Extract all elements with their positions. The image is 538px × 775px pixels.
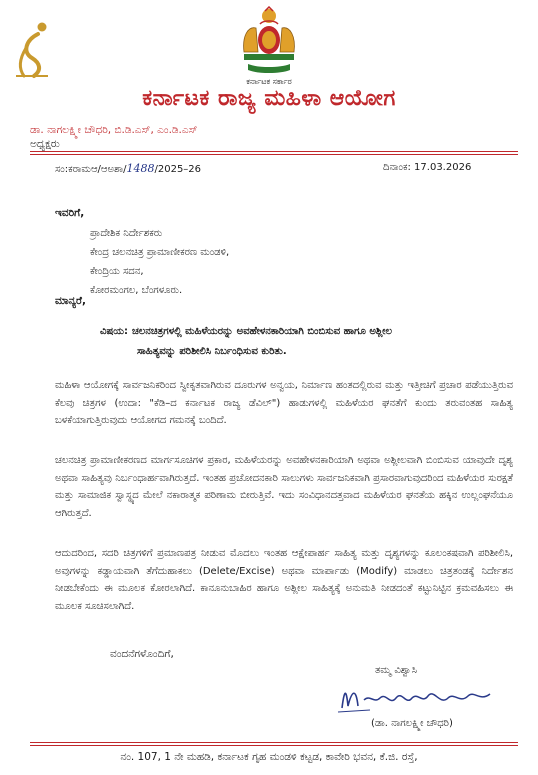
subject-block	[100, 322, 500, 362]
body-paragraph: ಮಹಿಳಾ ಆಯೋಗಕ್ಕೆ ಸಾರ್ವಜನಿಕರಿಂದ ಸ್ವೀಕೃತವಾಗಿರುವ ದೂರುಗಳ ಅನ್ವಯ, ನಿರ್ಮಾಣ ಹಂತದಲ್ಲಿರುವ ಮತ್ತು ಇತ್ತೀಚಿಗೆ ಪ್ರಚಾರ ಪಡೆಯುತ್ತಿರುವ ಕೆಲವು ಚಿತ್ರಗಳ (ಉದಾ: "ಕೆಡಿ–ದ ಕರ್ನಾಟಕ ರಾಜ್ಯ ಡೆವಿಲ್") ಹಾಡುಗಳಲ್ಲಿ ಮಹಿಳೆಯರ ಘನತೆಗೆ ಕುಂದು ತರುವಂತಹ ಸಾಹಿತ್ಯ ಬಳಕೆಯಾಗುತ್ತಿರುವುದು ಆಯೋಗದ ಗಮನಕ್ಕೆ ಬಂದಿದೆ.	[55, 380, 513, 426]
footer-divider	[30, 742, 518, 743]
recipient-line: ಕೋರಮಂಗಲ, ಬೆಂಗಳೂರು.	[90, 285, 183, 296]
reference-suffix: /2025–26	[154, 164, 202, 175]
commission-title: ಕರ್ನಾಟಕ ರಾಜ್ಯ ಮಹಿಳಾ ಆಯೋಗ	[142, 86, 396, 111]
government-caption: ಕರ್ನಾಟಕ ಸರ್ಕಾರ	[246, 77, 292, 86]
footer-address: ನಂ. 107, 1 ನೇ ಮಹಡಿ, ಕರ್ನಾಟಕ ಗೃಹ ಮಂಡಳಿ ಕಟ್ಟಡ, ಕಾವೇರಿ ಭವನ, ಕೆ.ಜಿ. ರಸ್ತೆ,	[120, 751, 418, 763]
recipient-line: ಪ್ರಾದೇಶಿಕ ನಿರ್ದೇಶಕರು	[90, 228, 163, 239]
reference-prefix: ಸಂ:ಕರಾಮಆ/ಆಅಶಾ/	[55, 164, 127, 175]
body-paragraph: ಆದುದರಿಂದ, ಸದರಿ ಚಿತ್ರಗಳಿಗೆ ಪ್ರಮಾಣಪತ್ರ ನೀಡುವ ಮೊದಲು ಇಂತಹ ಆಕ್ಷೇಪಾರ್ಹ ಸಾಹಿತ್ಯ ಮತ್ತು ದೃಶ್ಯಗಳನ್ನು ಕೂಲಂಕಷವಾಗಿ ಪರಿಶೀಲಿಸಿ, ಅವುಗಳನ್ನು ಕಡ್ಡಾಯವಾಗಿ ತೆಗೆದುಹಾಕಲು (Delete/Excise) ಅಥವಾ ಮಾರ್ಪಾಡು (Modify) ಮಾಡಲು ಚಿತ್ರತಂಡಕ್ಕೆ ನಿರ್ದೇಶನ ನೀಡಬೇಕೆಂದು ಈ ಮೂಲಕ ಕೋರಲಾಗಿದೆ. ಕಾನೂನುಬಾಹಿರ ಹಾಗೂ ಅಶ್ಲೀಲ ಸಾಹಿತ್ಯಕ್ಕೆ ಅನುಮತಿ ನೀಡದಂತೆ ಕಟ್ಟುನಿಟ್ಟಿನ ಕ್ರಮವಹಿಸಲು ಈ ಮೂಲಕ ಸೂಚಿಸಲಾಗಿದೆ.	[55, 548, 513, 612]
letter-date	[383, 162, 471, 173]
handwritten-signature	[330, 676, 505, 718]
recipient-line: ಕೇಂದ್ರಿಯ ಸದನ,	[90, 266, 144, 277]
state-emblem-icon	[238, 6, 300, 78]
date-label: ದಿನಾಂಕ:	[383, 162, 411, 173]
recipient-line: ಕೇಂದ್ರ ಚಲನಚಿತ್ರ ಪ್ರಾಮಾಣೀಕರಣ ಮಂಡಳಿ,	[90, 247, 230, 258]
subject-line-2: ಸಾಹಿತ್ಯವನ್ನು ಪರಿಶೀಲಿಸಿ ನಿರ್ಬಂಧಿಸುವ ಕುರಿತು.	[137, 346, 287, 357]
subject-line-1: ಚಲನಚಿತ್ರಗಳಲ್ಲಿ ಮಹಿಳೆಯರನ್ನು ಅವಹೇಳನಕಾರಿಯಾಗಿ ಬಿಂಬಿಸುವ ಹಾಗೂ ಅಶ್ಲೀಲ	[131, 326, 392, 337]
reference-number	[55, 162, 201, 175]
signatory-name: (ಡಾ. ನಾಗಲಕ್ಷ್ಮೀ ಚೌಧರಿ)	[371, 718, 453, 729]
salutation: ಮಾನ್ಯರೆ,	[55, 295, 86, 307]
reference-handwritten-number: 1488	[126, 162, 155, 175]
recipient-label: ಇವರಿಗೆ,	[55, 207, 85, 219]
chairperson-role: ಅಧ್ಯಕ್ಷರು	[30, 138, 60, 150]
body-paragraph: ಚಲನಚಿತ್ರ ಪ್ರಾಮಾಣೀಕರಣದ ಮಾರ್ಗಸೂಚಿಗಳ ಪ್ರಕಾರ, ಮಹಿಳೆಯರನ್ನು ಅವಹೇಳನಕಾರಿಯಾಗಿ ಅಥವಾ ಅಶ್ಲೀಲವಾಗಿ ಬಿಂಬಿಸುವ ಯಾವುದೇ ದೃಶ್ಯ ಅಥವಾ ಸಾಹಿತ್ಯವು ನಿರ್ಬಂಧಾರ್ಹವಾಗಿರುತ್ತದೆ. ಇಂತಹ ಪ್ರಚೋದನಕಾರಿ ಸಾಲುಗಳು ಸಾರ್ವಜನಿಕವಾಗಿ ಪ್ರಸಾರವಾಗುವುದರಿಂದ ಮಹಿಳೆಯರ ಸುರಕ್ಷತೆ ಮತ್ತು ಸಾಮಾಜಿಕ ಸ್ವಾಸ್ಥ್ಯದ ಮೇಲೆ ನಕಾರಾತ್ಮಕ ಪರಿಣಾಮ ಬೀರುತ್ತಿವೆ. ಇದು ಸಂವಿಧಾನದತ್ತವಾದ ಮಹಿಳೆಯರ ಘನತೆಯ ಹಕ್ಕಿನ ಉಲ್ಲಂಘನೆಯೂ ಆಗಿರುತ್ತದೆ.	[55, 455, 513, 519]
header-divider-thin	[30, 154, 518, 155]
footer-divider-thin	[30, 745, 518, 746]
closing-line: ವಂದನೆಗಳೊಂದಿಗೆ,	[110, 648, 174, 660]
chairperson-name: ಡಾ. ನಾಗಲಕ್ಷ್ಮೀ ಚೌಧರಿ, ಬಿ.ಡಿ.ಎಸ್, ಎಂ.ಡಿ.ಎಸ್	[30, 124, 198, 136]
date-value: 17.03.2026	[414, 162, 472, 173]
signoff-label: ತಮ್ಮ ವಿಶ್ವಾಸಿ	[375, 665, 417, 676]
header-divider	[30, 151, 518, 152]
subject-label: ವಿಷಯ:	[100, 326, 128, 337]
commission-logo-icon	[12, 18, 54, 80]
